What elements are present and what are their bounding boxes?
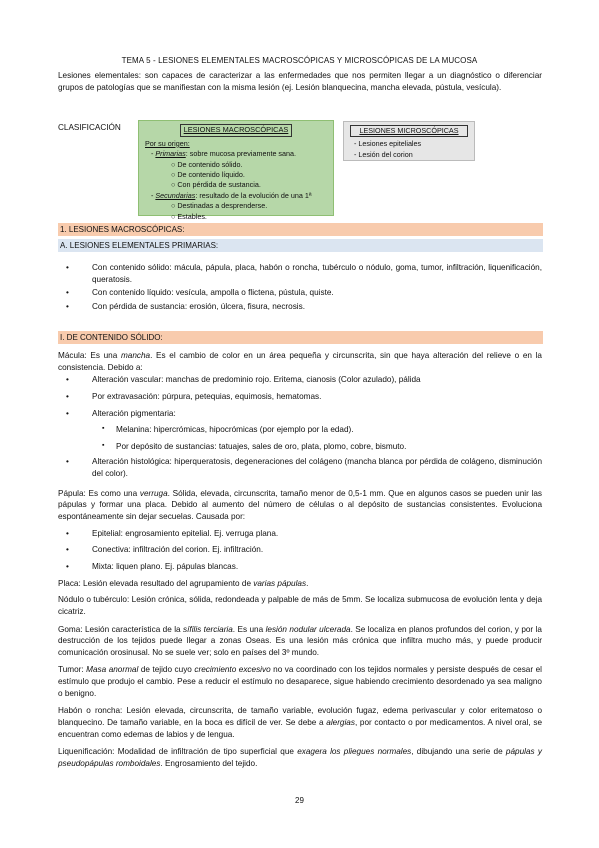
sec-item: ○ Estables. xyxy=(171,211,207,221)
macro-lesions-box xyxy=(138,120,334,221)
placa-paragraph: Placa: Lesión elevada resultado del agrupamiento de varias pápulas. xyxy=(58,578,309,588)
page-title: TEMA 5 - LESIONES ELEMENTALES MACROSCÓPICAS Y MICROSCÓPICAS DE LA MUCOSA xyxy=(121,56,478,65)
papula-paragraph: Pápula: Es como una verruga. Sólida, elevada, circunscrita, tamaño menor de 0,5-1 mm. Que en algunos casos se pueden unir las pápulas y formar una placa. Debido al aumento del número de células o al depósito de sustancias consistentes. Evoluciona espontáneamente sin dejar secuelas. Causada por: xyxy=(58,488,542,522)
page-number: 29 xyxy=(295,796,304,805)
intro-paragraph: Lesiones elementales: son capaces de caracterizar a las enfermedades que nos permiten llegar a un diagnóstico o diferenciar grupos de patologías que se manifiestan con la misma lesión (ej. Lesión blanquecina, mancha elevada, pústula, vesícula). xyxy=(58,71,542,92)
section-band-macroscopicas: 1. LESIONES MACROSCÓPICAS: xyxy=(58,223,543,236)
main-content xyxy=(58,350,542,770)
papula-list xyxy=(58,528,542,573)
clasificacion-label: CLASIFICACIÓN xyxy=(58,123,121,132)
prim-item: ○ De contenido sólido. xyxy=(171,159,243,169)
primarias-list xyxy=(58,262,542,313)
habon-paragraph: Habón o roncha: Lesión elevada, circunscrita, de tamaño variable, evolución fugaz, edema perivascular y color eritematoso o blanquecino. De tamaño variable, en la boca es difícil de ver. Se debe a alergias, por contacto o por medicamentos. A nivel oral, se encuentran como edemas de labios y de lengua. xyxy=(58,706,543,739)
origin-label: Por su origen: xyxy=(145,138,190,148)
goma-paragraph: Goma: Lesión característica de la sífilis terciaria. Es una lesión nodular ulcerada. Se localiza en planos profundos del corion, y por la destrucción de los tejidos puede llegar a zonas Oseas. Es una lesión más crónica que infiltra mucho más, y puede producir comunicación orosinusal. No se suele ver; solo en países del 3º mundo. xyxy=(58,624,542,657)
section-band-solido: I. DE CONTENIDO SÓLIDO: xyxy=(58,331,543,344)
sub-list-item: ▪ Por depósito de sustancias: tatuajes, sales de oro, plata, plomo, cobre, bismuto. xyxy=(58,441,542,453)
list-item: • Mixta: liquen plano. Ej. pápulas blancas. xyxy=(58,561,542,573)
section-band-primarias: A. LESIONES ELEMENTALES PRIMARIAS: xyxy=(58,239,543,252)
list-item: • Con contenido líquido: vesícula, ampolla o flictena, pústula, quiste. xyxy=(58,287,542,299)
list-item: • Epitelial: engrosamiento epitelial. Ej. verruga plana. xyxy=(58,528,542,540)
tumor-paragraph: Tumor: Masa anormal de tejido cuyo crecimiento excesivo no va coordinado con los tejidos normales y persiste después de cesar el estímulo que produjo el cambio. Pese a reducir el estímulo no desaparece, sigue habiendo crecimiento desordenado ya sea maligno o benigno. xyxy=(58,665,542,698)
list-item: • Alteración pigmentaria: xyxy=(58,408,542,420)
nodulo-paragraph: Nódulo o tubérculo: Lesión crónica, sólida, redondeada y palpable de más de 5mm. Se localiza submucosa de evolución lenta y deja cicatriz. xyxy=(58,595,542,616)
liquenificacion-paragraph: Liquenificación: Modalidad de infiltración de tipo superficial que exagera los pliegues normales, dibujando una serie de pápulas y pseudopápulas romboidales. Engrosamiento del tejido. xyxy=(58,747,542,768)
list-item: • Alteración histológica: hiperqueratosis, degeneraciones del colágeno (mancha blanca por pérdida de colágeno, disminución del color). xyxy=(58,456,542,479)
prim-item: ○ Con pérdida de sustancia. xyxy=(171,180,261,190)
micro-box-heading: LESIONES MICROSCÓPICAS xyxy=(350,125,468,137)
macro-box-heading: LESIONES MACROSCÓPICAS xyxy=(180,124,292,137)
micro-item: - Lesiones epiteliales xyxy=(354,139,422,149)
sec-item: ○ Destinadas a desprenderse. xyxy=(171,201,268,211)
primarias-line: - Primarias: sobre mucosa previamente sana. xyxy=(151,149,297,159)
macula-list xyxy=(58,374,542,479)
list-item: • Con pérdida de sustancia: erosión, úlcera, fisura, necrosis. xyxy=(58,301,542,313)
sub-list-item: ▪ Melanina: hipercrómicas, hipocrómicas (por ejemplo por la edad). xyxy=(58,424,542,436)
macula-paragraph: Mácula: Es una mancha. Es el cambio de color en un área pequeña y circunscrita, sin que haya alteración del relieve o en la consistencia. Debido a: xyxy=(58,351,542,372)
list-item: • Alteración vascular: manchas de predominio rojo. Eritema, cianosis (Color azulado), pálida xyxy=(58,374,542,386)
list-item: • Conectiva: infiltración del corion. Ej. infiltración. xyxy=(58,544,542,556)
prim-item: ○ De contenido líquido. xyxy=(171,170,245,180)
list-item: • Por extravasación: púrpura, petequias, equimosis, hematomas. xyxy=(58,391,542,403)
micro-lesions-box xyxy=(343,121,475,161)
list-item: • Con contenido sólido: mácula, pápula, placa, habón o roncha, tubérculo o nódulo, goma, tumor, infiltración, liquenificación, queratosis. xyxy=(58,262,542,285)
micro-item: - Lesión del corion xyxy=(354,149,413,159)
secundarias-line: - Secundarias: resultado de la evolución de una 1ª xyxy=(151,190,312,200)
